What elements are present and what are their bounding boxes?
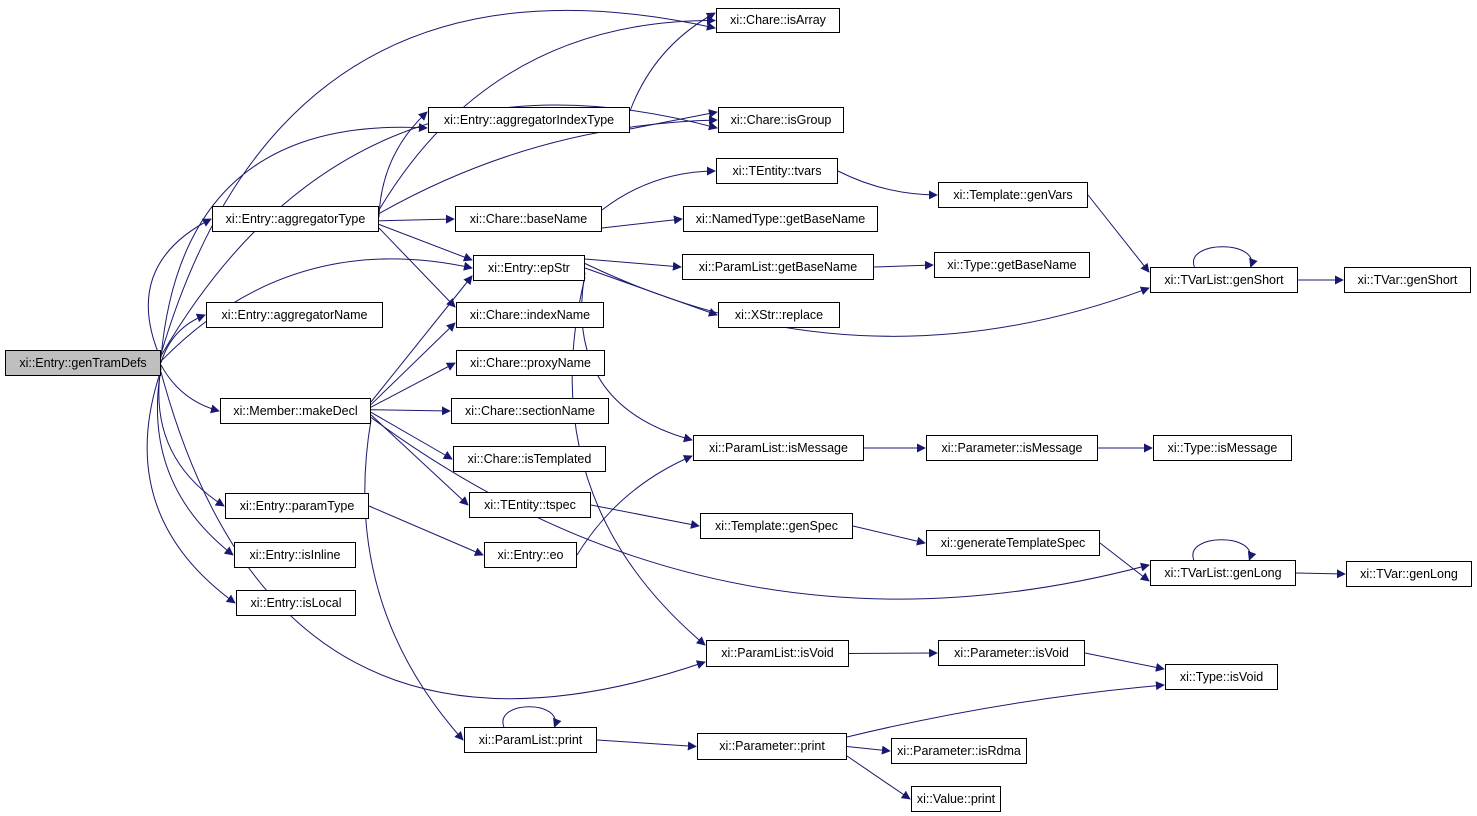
edge-chare-base-name-to-tentity-tvars (602, 171, 715, 210)
node-is-array[interactable]: xi::Chare::isArray (716, 8, 840, 33)
node-tvar-list-gen-short[interactable]: xi::TVarList::genShort (1150, 267, 1298, 293)
edge-parameter-is-void-to-type-is-void (1085, 653, 1164, 669)
edge-aggregator-index-type-to-is-array (630, 13, 715, 111)
edge-gen-tram-defs-to-aggregator-name (161, 315, 205, 363)
node-parameter-print[interactable]: xi::Parameter::print (697, 733, 847, 760)
node-tvar-gen-long[interactable]: xi::TVar::genLong (1346, 561, 1472, 587)
edge-param-type-to-entry-eo (369, 506, 483, 555)
node-aggregator-index-type[interactable]: xi::Entry::aggregatorIndexType (428, 107, 630, 133)
node-value-print[interactable]: xi::Value::print (911, 786, 1001, 812)
node-param-list-get-base-name[interactable]: xi::ParamList::getBaseName (682, 254, 874, 280)
edge-tentity-tvars-to-template-gen-vars (838, 171, 937, 195)
node-aggregator-name[interactable]: xi::Entry::aggregatorName (206, 302, 383, 328)
node-chare-index-name[interactable]: xi::Chare::indexName (456, 302, 604, 328)
edge-make-decl-to-param-list-print (365, 420, 463, 740)
node-param-list-is-void[interactable]: xi::ParamList::isVoid (706, 640, 849, 667)
edge-chare-base-name-to-named-type-get-base-name (602, 219, 682, 228)
edge-aggregator-type-to-chare-base-name (379, 219, 454, 221)
node-tvar-list-gen-long[interactable]: xi::TVarList::genLong (1150, 560, 1296, 586)
node-param-type[interactable]: xi::Entry::paramType (225, 493, 369, 519)
edge-parameter-print-to-type-is-void (847, 685, 1164, 737)
node-template-gen-spec[interactable]: xi::Template::genSpec (700, 513, 853, 539)
edge-make-decl-to-chare-section-name (371, 410, 450, 411)
node-gen-tram-defs[interactable]: xi::Entry::genTramDefs (5, 350, 161, 376)
node-ep-str[interactable]: xi::Entry::epStr (473, 255, 585, 281)
edge-tvar-list-gen-long-to-tvar-list-gen-long (1193, 540, 1250, 560)
edge-tvar-list-gen-long-to-tvar-gen-long (1296, 573, 1345, 574)
edge-make-decl-to-chare-proxy-name (371, 363, 455, 407)
edge-tvar-list-gen-short-to-tvar-list-gen-short (1193, 247, 1251, 267)
edge-gen-tram-defs-to-is-inline (157, 368, 233, 555)
node-tentity-tvars[interactable]: xi::TEntity::tvars (716, 158, 838, 184)
edge-aggregator-type-to-is-group (379, 120, 717, 214)
node-is-local[interactable]: xi::Entry::isLocal (236, 590, 356, 616)
node-is-inline[interactable]: xi::Entry::isInline (234, 542, 356, 568)
node-chare-is-templated[interactable]: xi::Chare::isTemplated (453, 446, 606, 472)
node-type-is-void[interactable]: xi::Type::isVoid (1165, 664, 1278, 690)
edge-param-list-get-base-name-to-type-get-base-name (874, 265, 933, 267)
node-tentity-tspec[interactable]: xi::TEntity::tspec (469, 492, 591, 518)
edge-gen-tram-defs-to-param-type (159, 367, 224, 506)
node-generate-template-spec[interactable]: xi::generateTemplateSpec (926, 530, 1100, 556)
edge-parameter-print-to-parameter-is-rdma (847, 747, 890, 752)
node-named-type-get-base-name[interactable]: xi::NamedType::getBaseName (683, 206, 878, 232)
node-param-list-print[interactable]: xi::ParamList::print (464, 727, 597, 753)
edge-param-list-print-to-parameter-print (597, 740, 696, 747)
node-parameter-is-rdma[interactable]: xi::Parameter::isRdma (891, 738, 1027, 764)
node-type-get-base-name[interactable]: xi::Type::getBaseName (934, 252, 1090, 278)
node-make-decl[interactable]: xi::Member::makeDecl (220, 398, 371, 424)
edge-make-decl-to-ep-str (371, 276, 472, 402)
edge-template-gen-vars-to-tvar-list-gen-short (1088, 195, 1149, 272)
node-chare-section-name[interactable]: xi::Chare::sectionName (451, 398, 609, 424)
edge-make-decl-to-chare-index-name (371, 323, 455, 405)
node-aggregator-type[interactable]: xi::Entry::aggregatorType (212, 206, 379, 232)
node-param-list-is-message[interactable]: xi::ParamList::isMessage (693, 435, 864, 461)
node-tvar-gen-short[interactable]: xi::TVar::genShort (1344, 267, 1471, 293)
node-xstr-replace[interactable]: xi::XStr::replace (718, 302, 840, 328)
node-template-gen-vars[interactable]: xi::Template::genVars (938, 182, 1088, 208)
edge-template-gen-spec-to-generate-template-spec (853, 526, 925, 543)
edge-gen-tram-defs-to-make-decl (161, 365, 219, 411)
edge-gen-tram-defs-to-aggregator-type (148, 219, 211, 359)
edge-ep-str-to-param-list-get-base-name (585, 259, 681, 267)
node-chare-base-name[interactable]: xi::Chare::baseName (455, 206, 602, 232)
node-chare-proxy-name[interactable]: xi::Chare::proxyName (456, 350, 605, 376)
edge-param-list-print-to-param-list-print (503, 707, 555, 727)
node-entry-eo[interactable]: xi::Entry::eo (484, 542, 577, 568)
edge-aggregator-type-to-chare-index-name (379, 228, 455, 307)
node-type-is-message[interactable]: xi::Type::isMessage (1153, 435, 1292, 461)
node-parameter-is-message[interactable]: xi::Parameter::isMessage (926, 435, 1098, 461)
node-parameter-is-void[interactable]: xi::Parameter::isVoid (938, 640, 1085, 666)
node-is-group[interactable]: xi::Chare::isGroup (718, 107, 844, 133)
edge-param-list-is-void-to-parameter-is-void (849, 653, 937, 654)
